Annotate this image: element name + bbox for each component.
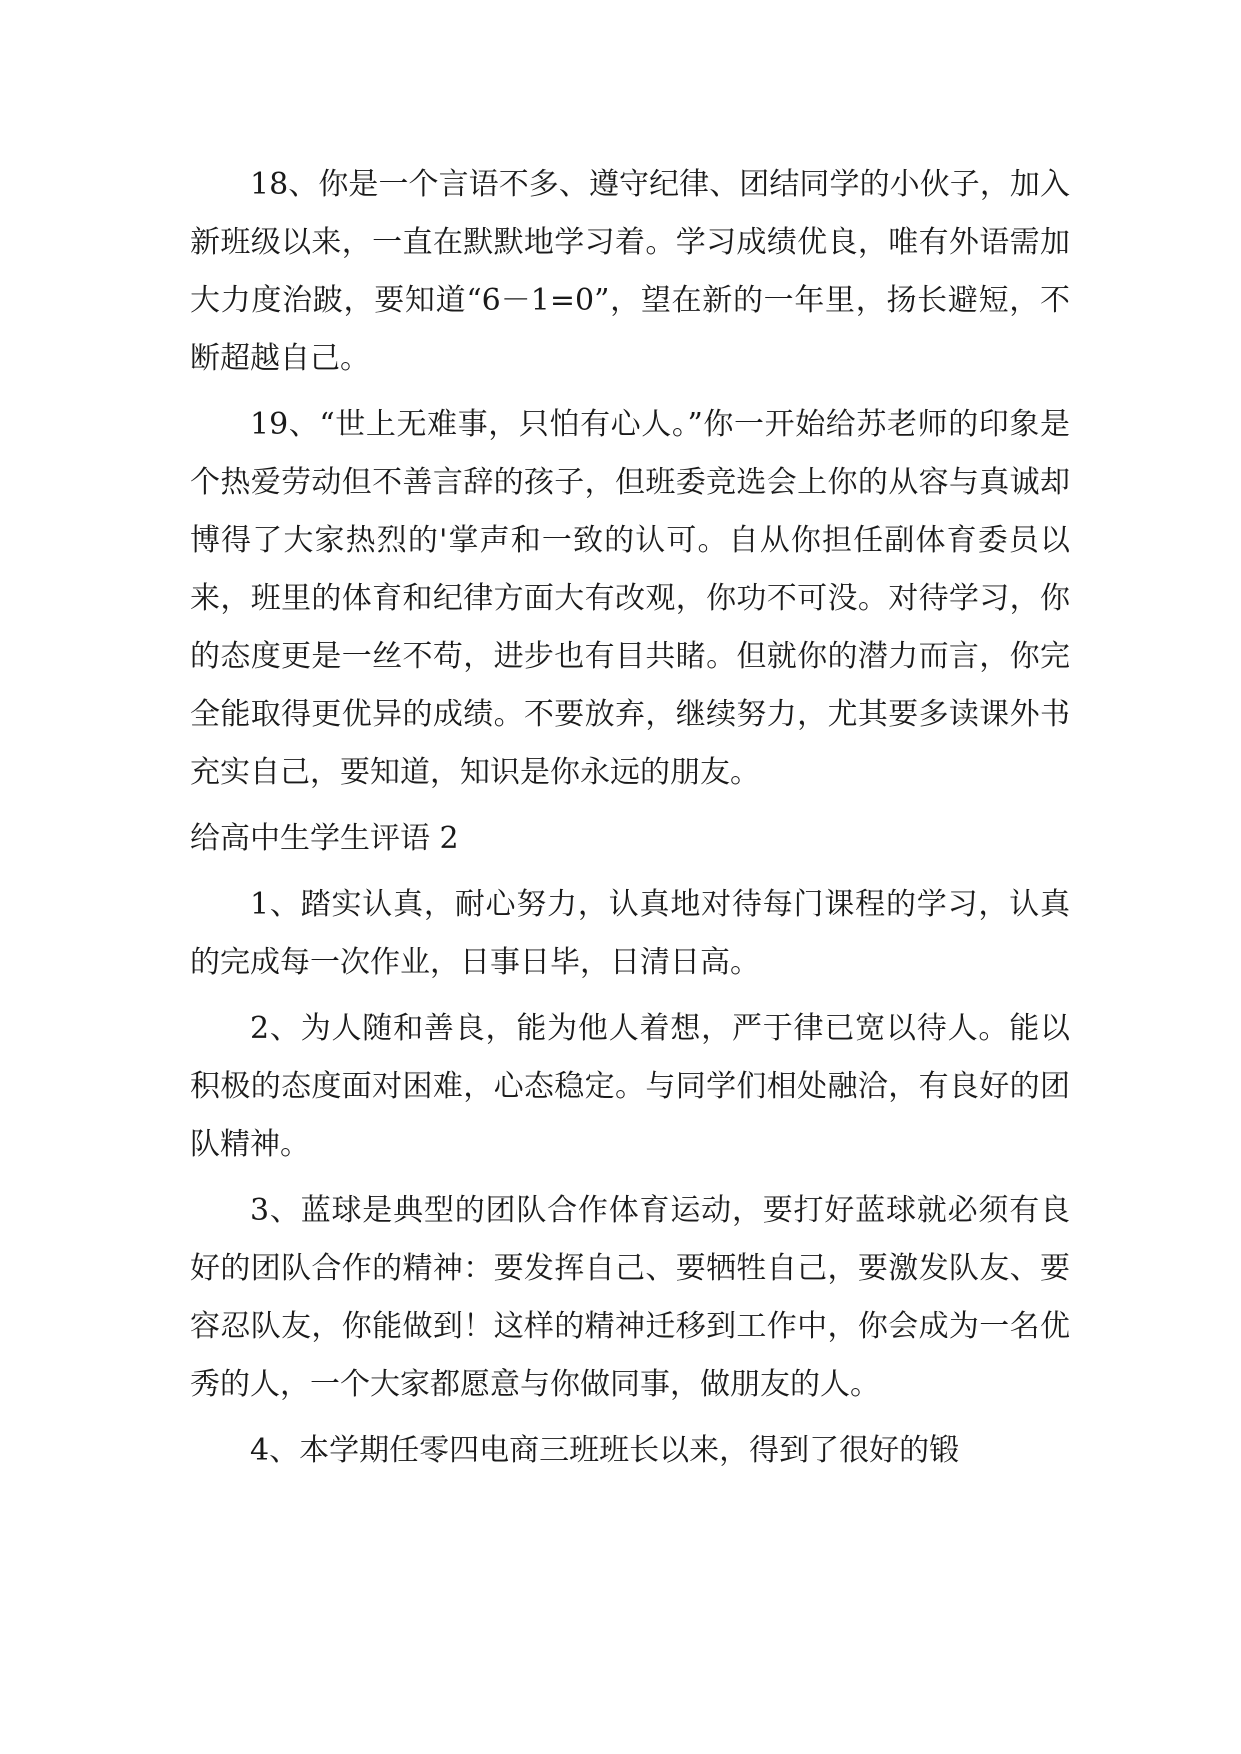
section-heading: 给高中生学生评语 2	[190, 821, 459, 856]
paragraph-2: 2、为人随和善良，能为他人着想，严于律已宽以待人。能以积极的态度面对困难，心态稳定。与同学们相处融洽，有良好的团队精神。	[190, 1011, 1070, 1162]
paragraph-18: 18、你是一个言语不多、遵守纪律、团结同学的小伙子，加入新班级以来，一直在默默地学习着。学习成绩优良，唯有外语需加大力度治跛，要知道“6－1=0”，望在新的一年里，扬长避短，不断超越自己。	[190, 167, 1070, 376]
paragraph-1: 1、踏实认真，耐心努力，认真地对待每门课程的学习，认真的完成每一次作业，日事日毕，日清日高。	[190, 887, 1070, 980]
paragraph-4: 4、本学期任零四电商三班班长以来，得到了很好的锻	[250, 1433, 960, 1468]
paragraph-19: 19、“世上无难事，只怕有心人。”你一开始给苏老师的印象是个热爱劳动但不善言辞的孩子，但班委竞选会上你的从容与真诚却博得了大家热烈的'掌声和一致的认可。自从你担任副体育委员以来，班里的体育和纪律方面大有改观，你功不可没。对待学习，你的态度更是一丝不苟，进步也有目共睹。但就你的潜力而言，你完全能取得更优异的成绩。不要放弃，继续努力，尤其要多读课外书充实自己，要知道，知识是你永远的朋友。	[190, 407, 1070, 790]
document-body	[190, 156, 1070, 1488]
paragraph-3: 3、蓝球是典型的团队合作体育运动，要打好蓝球就必须有良好的团队合作的精神：要发挥自己、要牺牲自己，要激发队友、要容忍队友，你能做到！这样的精神迁移到工作中，你会成为一名优秀的人，一个大家都愿意与你做同事，做朋友的人。	[190, 1193, 1070, 1402]
